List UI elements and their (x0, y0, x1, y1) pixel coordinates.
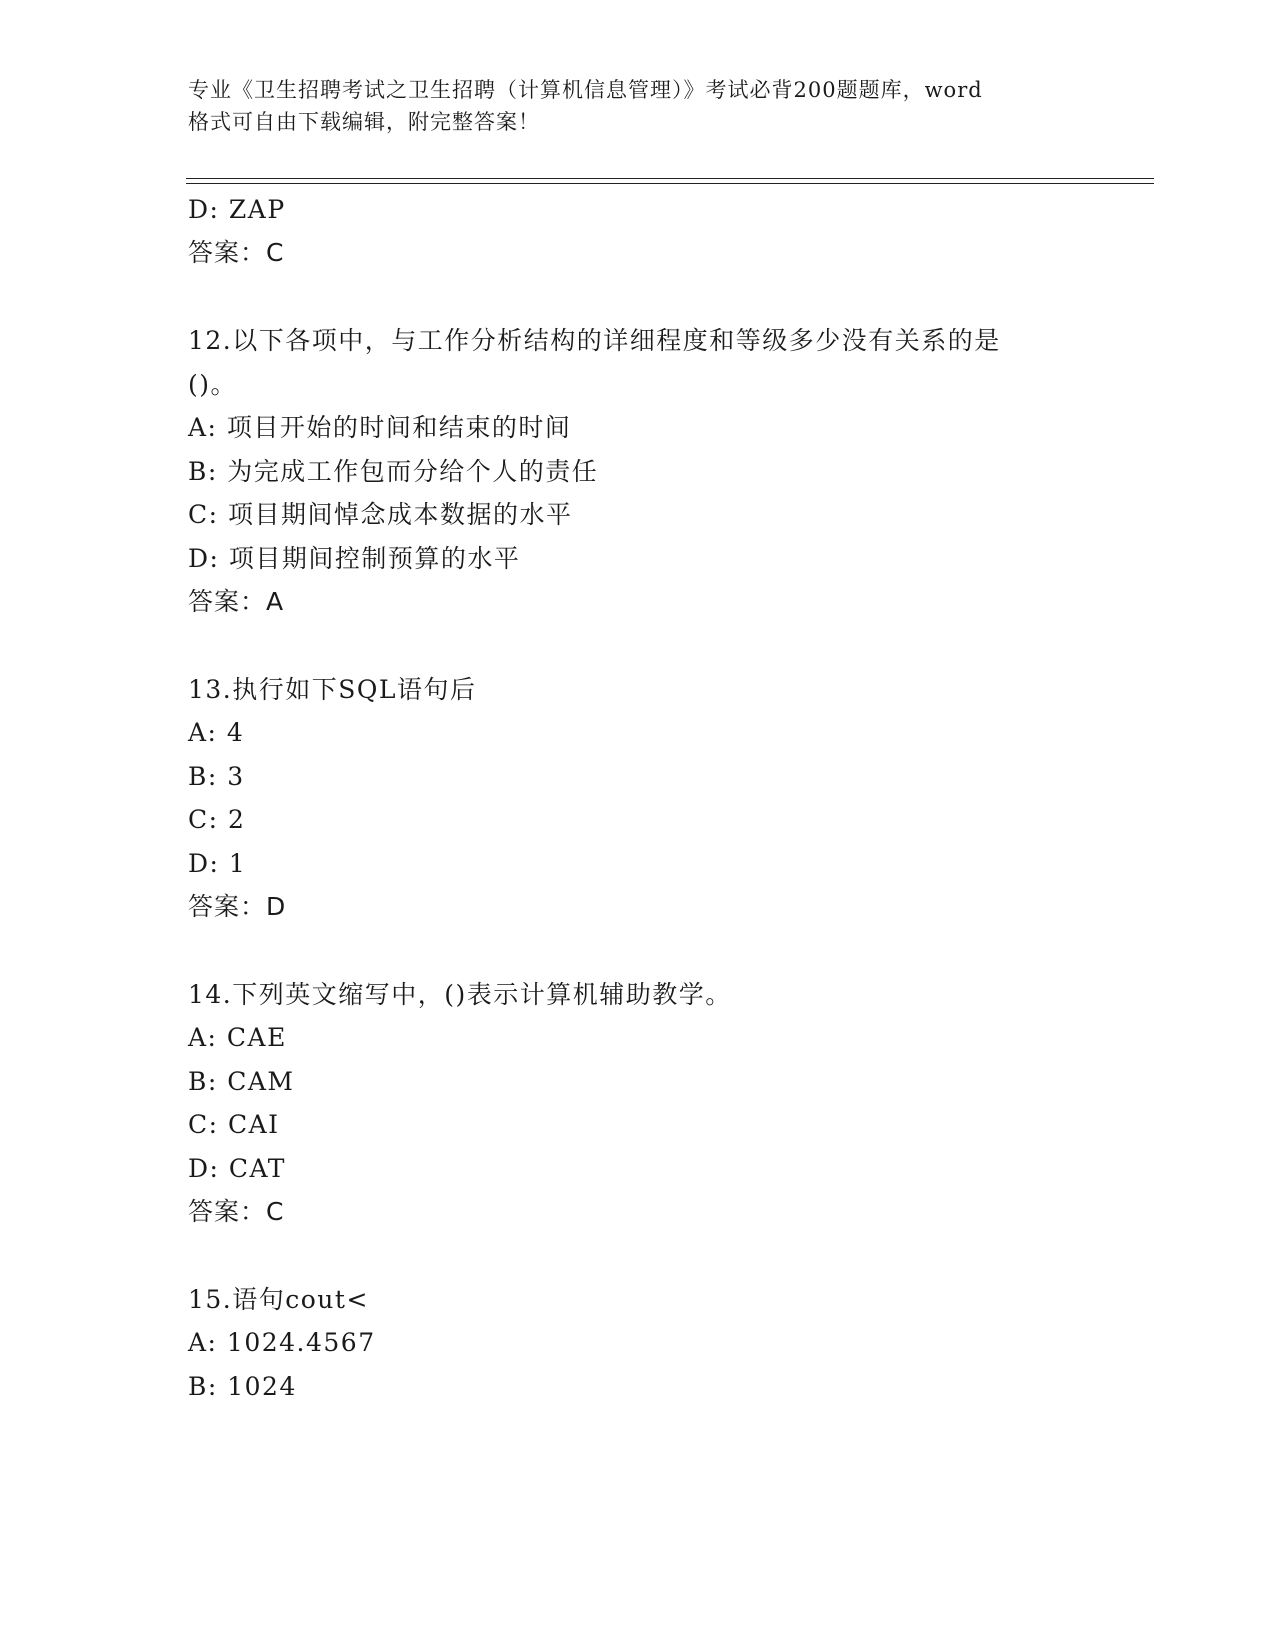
q13-option-c: C: 2 (188, 805, 246, 834)
q13-option-d: D: 1 (188, 849, 247, 878)
q14-stem: 14.下列英文缩写中，()表示计算机辅助教学。 (188, 980, 732, 1009)
q15-stem: 15.语句cout< (188, 1285, 369, 1314)
header-title-line2: 格式可自由下载编辑，附完整答案！ (188, 110, 540, 134)
header-divider-bottom (186, 183, 1154, 184)
q13-stem: 13.执行如下SQL语句后 (188, 675, 477, 704)
prev-option-d: D: ZAP (188, 195, 286, 224)
q13-answer: 答案：D (188, 892, 287, 921)
q14-answer: 答案：C (188, 1197, 285, 1226)
q14-option-b: B: CAM (188, 1067, 295, 1096)
q12-stem-line1: 12.以下各项中，与工作分析结构的详细程度和等级多少没有关系的是 (188, 326, 1001, 355)
q12-option-d: D: 项目期间控制预算的水平 (188, 544, 521, 573)
q14-option-a: A: CAE (188, 1023, 287, 1052)
prev-answer: 答案：C (188, 238, 285, 267)
q15-option-b: B: 1024 (188, 1372, 297, 1401)
header-title-line1: 专业《卫生招聘考试之卫生招聘（计算机信息管理）》考试必背200题题库，word (188, 78, 983, 102)
q15-option-a: A: 1024.4567 (188, 1328, 376, 1357)
q12-answer: 答案：A (188, 587, 285, 616)
document-header (188, 74, 1108, 138)
header-divider-top (186, 178, 1154, 179)
q12-option-a: A: 项目开始的时间和结束的时间 (188, 413, 572, 442)
q13-option-a: A: 4 (188, 718, 245, 747)
q12-option-c: C: 项目期间悼念成本数据的水平 (188, 500, 573, 529)
q12-stem-line2: ()。 (188, 370, 238, 399)
q13-option-b: B: 3 (188, 762, 245, 791)
q14-option-c: C: CAI (188, 1110, 280, 1139)
q12-option-b: B: 为完成工作包而分给个人的责任 (188, 457, 599, 486)
q14-option-d: D: CAT (188, 1154, 286, 1183)
